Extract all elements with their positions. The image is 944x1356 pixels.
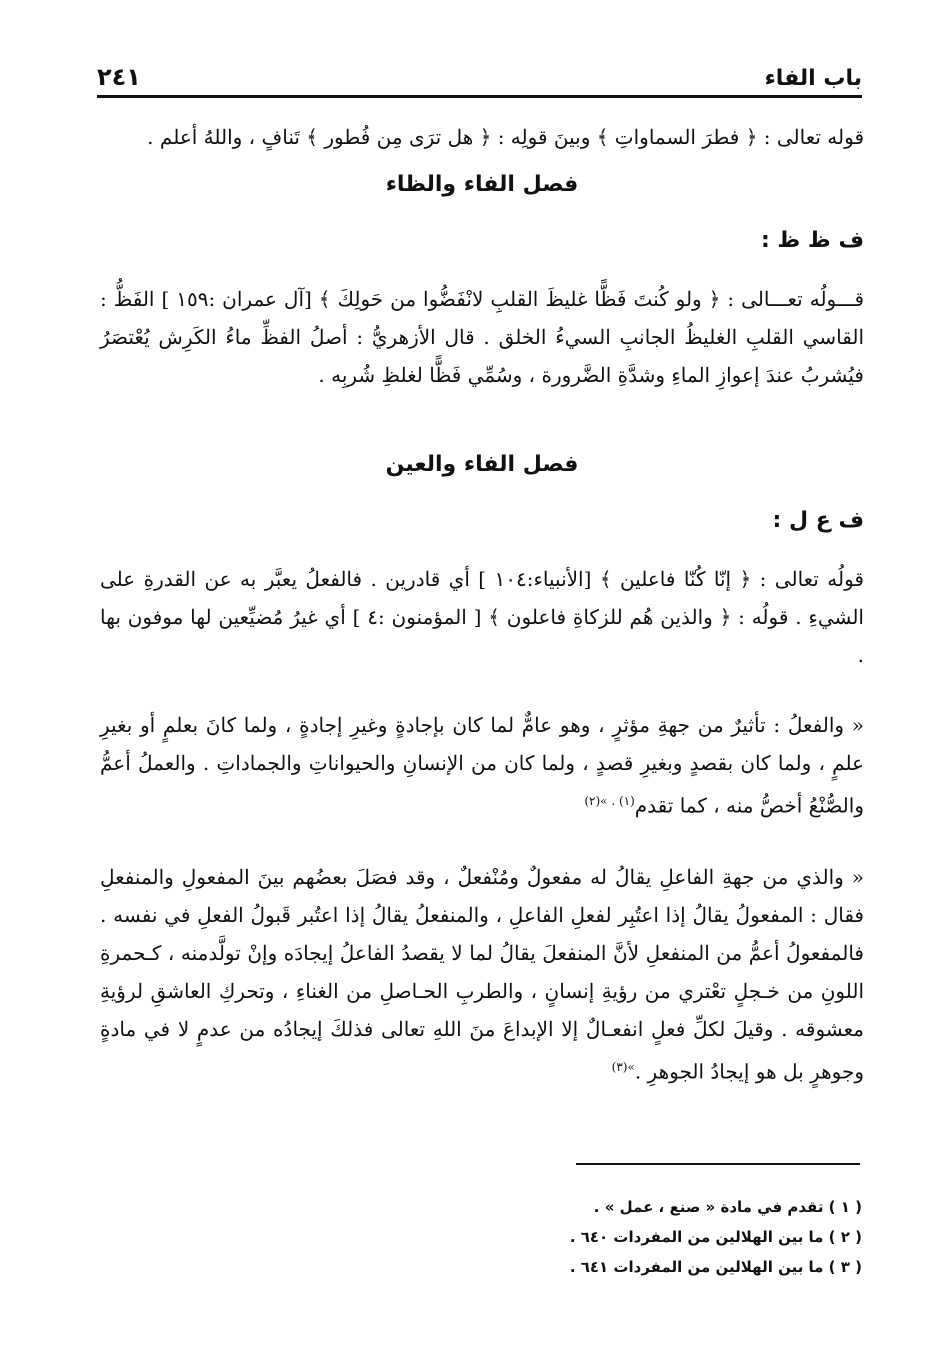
quote-paragraph-1 <box>100 706 864 825</box>
footnote-refs: »(٣) <box>611 1060 635 1074</box>
footnote-divider <box>576 1163 860 1165</box>
footnote-3: ( ٣ ) ما بين الهلالين من المفردات ٦٤١ . <box>569 1258 862 1276</box>
chapter-title: باب الفاء <box>764 66 862 91</box>
page-number: ٢٤١ <box>97 63 141 91</box>
root-entry-f-z-z: ف ظ ظ : <box>760 228 864 253</box>
entry-block-quote-1 <box>100 706 864 825</box>
quote-text: « والفعلُ : تأثيرٌ من جهةِ مؤثرٍ ، وهو عامٌّ لما كان بإجادةٍ وغيرِ إجادةٍ ، ولما كانَ بعلمٍ أو بغيرِ علمٍ ، ولما كان بقصدٍ وبغيرِ قصدٍ ، ولما كان من الإنسانِ والحيواناتِ والجماداتِ . والعملُ أعمُّ والصُّنْعُ أخصُّ منه ، كما تقدم <box>100 713 864 818</box>
entry-block-quote-2 <box>100 858 864 1091</box>
section-heading-fa-zaa: فصل الفاء والظاء <box>385 172 579 197</box>
root-entry-f-a-l: ف ع ل : <box>772 508 864 533</box>
entry-paragraph: قـــولُه تعـــالى : ﴿ ولو كُنتَ فَظًّا غليظَ القلبِ لانْفَضُّوا من حَولِكَ ﴾ [آل عمران :١٥٩ ] الفَظُّ : القاسي القلبِ الغليظُ الجانبِ السيءُ الخلق . قال الأزهريُّ : أصلُ الفظِّ ماءُ الكَرِش يُعْتصَرُ فيُشربُ عندَ إعوازِ الماءِ وشدَّةِ الضَّرورة ، وسُمِّي فَظًّا لغلظِ شُربِه . <box>100 287 865 387</box>
quote-paragraph-2 <box>100 858 864 1091</box>
entry-block-f-a-l <box>100 560 864 674</box>
intro-line: قوله تعالى : ﴿ فطرَ السماواتِ ﴾ وبينَ قولِه : ﴿ هل ترَى مِن فُطور ﴾ تَنافٍ ، واللهُ أعلم . <box>147 125 864 149</box>
intro-block <box>100 118 864 156</box>
page-header <box>97 55 862 98</box>
entry-block-f-z-z <box>100 280 864 394</box>
footnote-refs: (١) . »(٢) <box>584 794 635 808</box>
footnote-2: ( ٢ ) ما بين الهلالين من المفردات ٦٤٠ . <box>569 1228 862 1246</box>
quote-text: « والذي من جهةِ الفاعلِ يقالُ له مفعولٌ ومُنْفعلٌ ، وقد فصَلَ بعضُهم بينَ المفعولِ والمنفعلِ فقال : المفعولُ يقالُ إذا اعتُبِر لفعلِ الفاعلِ ، والمنفعلُ يقالُ إذا اعتُبر قَبولُ الفعلِ في نفسه . فالمفعولُ أعمُّ من المنفعلِ لأنَّ المنفعلَ يقالُ لما لا يقصدُ الفاعلُ إيجادَه وإنْ تولَّدمنه ، كـحمرةِ اللونِ من خـجلٍ تعْتري من رؤيةِ إنسانٍ ، والطربِ الحـاصلِ من الغناءِ ، وتحركِ العاشقِ لرؤيةِ معشوقه . وقيلَ لكلِّ فعلٍ انفعـالٌ إلا الإبداعَ منَ اللهِ تعالى فذلكَ إيجادُه من عدمٍ لا في مادةٍ وجوهرٍ بل هو إيجادُ الجوهرِ . <box>100 865 865 1084</box>
footnotes <box>100 1192 862 1282</box>
footnote-1: ( ١ ) تقدم في مادة « صنع ، عمل » . <box>593 1198 862 1216</box>
section-heading-fa-ain: فصل الفاء والعين <box>385 452 579 477</box>
entry-paragraph-1: قولُه تعالى : ﴿ إنّا كُنّا فاعلين ﴾ [الأنبياء:١٠٤ ] أي قادرين . فالفعلُ يعبَّر به عن القدرةِ على الشيءِ . قولُه : ﴿ والذين هُم للزكاةِ فاعلون ﴾ [ المؤمنون :٤ ] أي غيرُ مُضيِّعين لها موفون بها . <box>100 567 864 667</box>
